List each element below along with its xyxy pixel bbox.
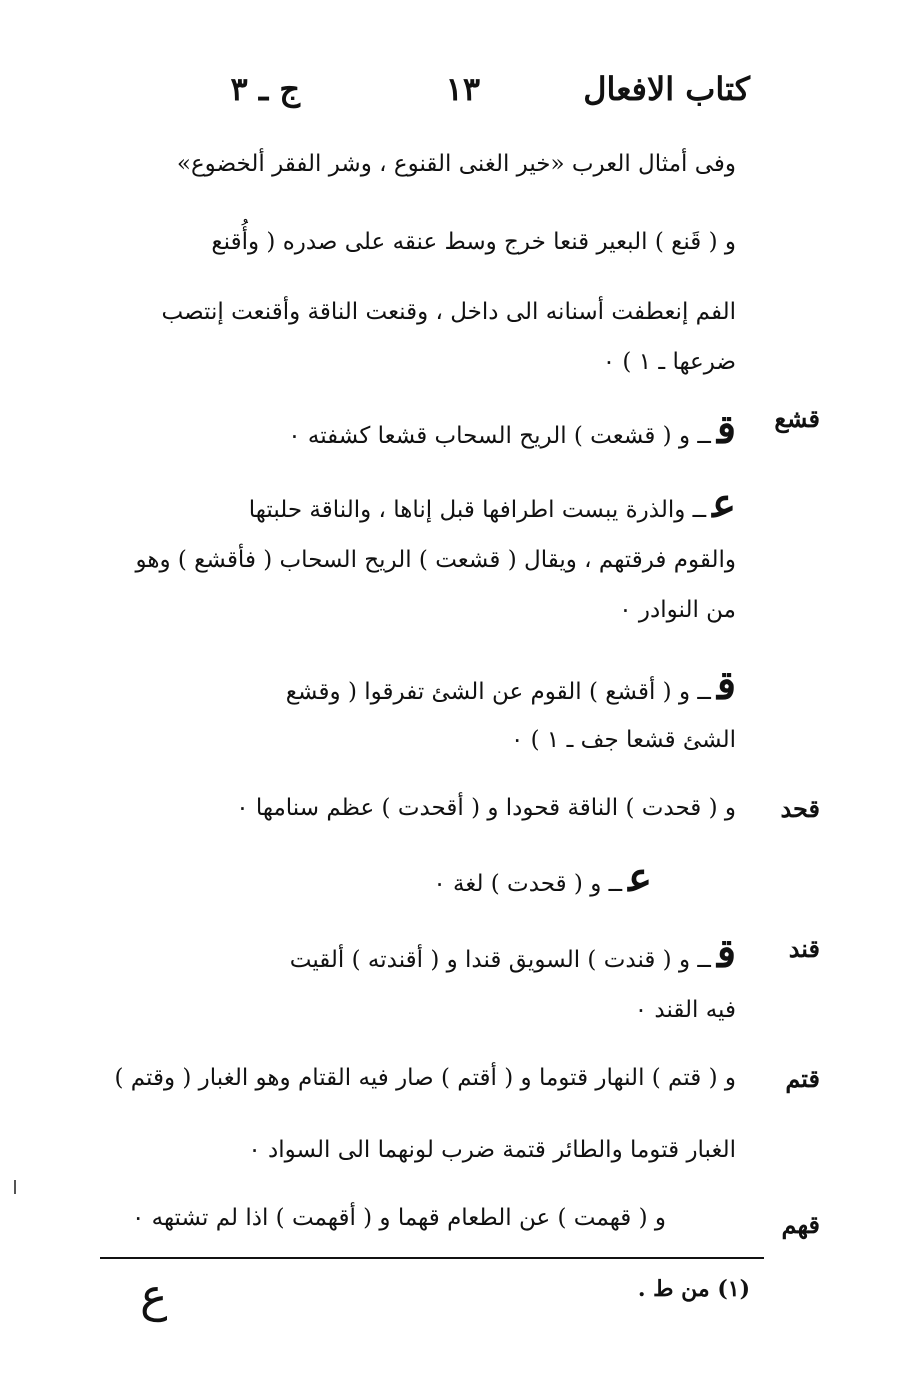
text-line: ــ و ( قشعت ) الريح السحاب قشعا كشفته ٠: [288, 423, 711, 449]
text-line: و ( قتم ) النهار قتوما و ( أقتم ) صار فيه القتام وهو الغبار ( وقتم ): [114, 1065, 736, 1091]
root-label: قحد: [780, 794, 820, 823]
entry-line: [12, 852, 652, 904]
letter-marker: ق: [716, 930, 736, 977]
root-label: قشع: [774, 404, 820, 433]
page-header: [110, 70, 750, 130]
entry-line: [96, 928, 736, 980]
root-label: قهم: [781, 1210, 820, 1239]
root-label: قتم: [785, 1064, 820, 1093]
signature-mark: ع: [140, 1268, 168, 1322]
letter-marker: ق: [716, 406, 736, 453]
text-line: من النوادر ٠: [619, 597, 736, 623]
text-line: و ( قحدت ) الناقة قحودا و ( أقحدت ) عظم سنامها ٠: [236, 795, 736, 821]
volume-label: ج ـ ٣: [230, 70, 300, 108]
text-line: والقوم فرقتهم ، ويقال ( قشعت ) الريح السحاب ( فأقشع ) وهو: [135, 547, 736, 573]
text-line: ــ و ( قحدت ) لغة ٠: [433, 871, 623, 897]
text-line: وفى أمثال العرب «خير الغنى القنوع ، وشر الفقر ألخضوع»: [176, 151, 736, 177]
text-line: و ( قَنع ) البعير قنعا خرج وسط عنقه على صدره ( وأُقنع: [211, 229, 736, 255]
text-line: ضرعها ـ ١ ) ٠: [602, 349, 736, 375]
entry-line: [96, 660, 736, 712]
text-line: الفم إنعطفت أسنانه الى داخل ، وقنعت الناقة وأقنعت إنتصب: [161, 299, 736, 325]
book-title: كتاب الافعال: [583, 70, 750, 108]
text-line: ــ والذرة يبست اطرافها قبل إناها ، والناقة حلبتها: [248, 497, 707, 523]
text-line: فيه القند ٠: [634, 997, 736, 1023]
letter-marker: ق: [716, 662, 736, 709]
text-line: الشئ قشعا جف ـ ١ ) ٠: [510, 727, 736, 753]
letter-marker: ع: [712, 480, 736, 527]
footnote-divider: [100, 1257, 764, 1259]
root-label: قند: [788, 934, 820, 963]
text-line: الغبار قتوما والطائر قتمة ضرب لونهما الى السواد ٠: [248, 1137, 736, 1163]
text-line: ــ و ( قندت ) السويق قندا و ( أقندته ) ألقيت: [289, 947, 711, 973]
entry-line: [96, 404, 736, 456]
footnote: (١) من ط .: [637, 1276, 750, 1302]
letter-marker: ع: [628, 854, 652, 901]
entry-line: [96, 478, 736, 530]
text-line: ــ و ( أقشع ) القوم عن الشئ تفرقوا ( وقشع: [285, 679, 711, 705]
page-number: ١٣: [445, 70, 480, 108]
page-edge-mark: [14, 1180, 16, 1194]
text-line: و ( قهمت ) عن الطعام قهما و ( أقهمت ) اذا لم تشتهه ٠: [131, 1205, 666, 1231]
